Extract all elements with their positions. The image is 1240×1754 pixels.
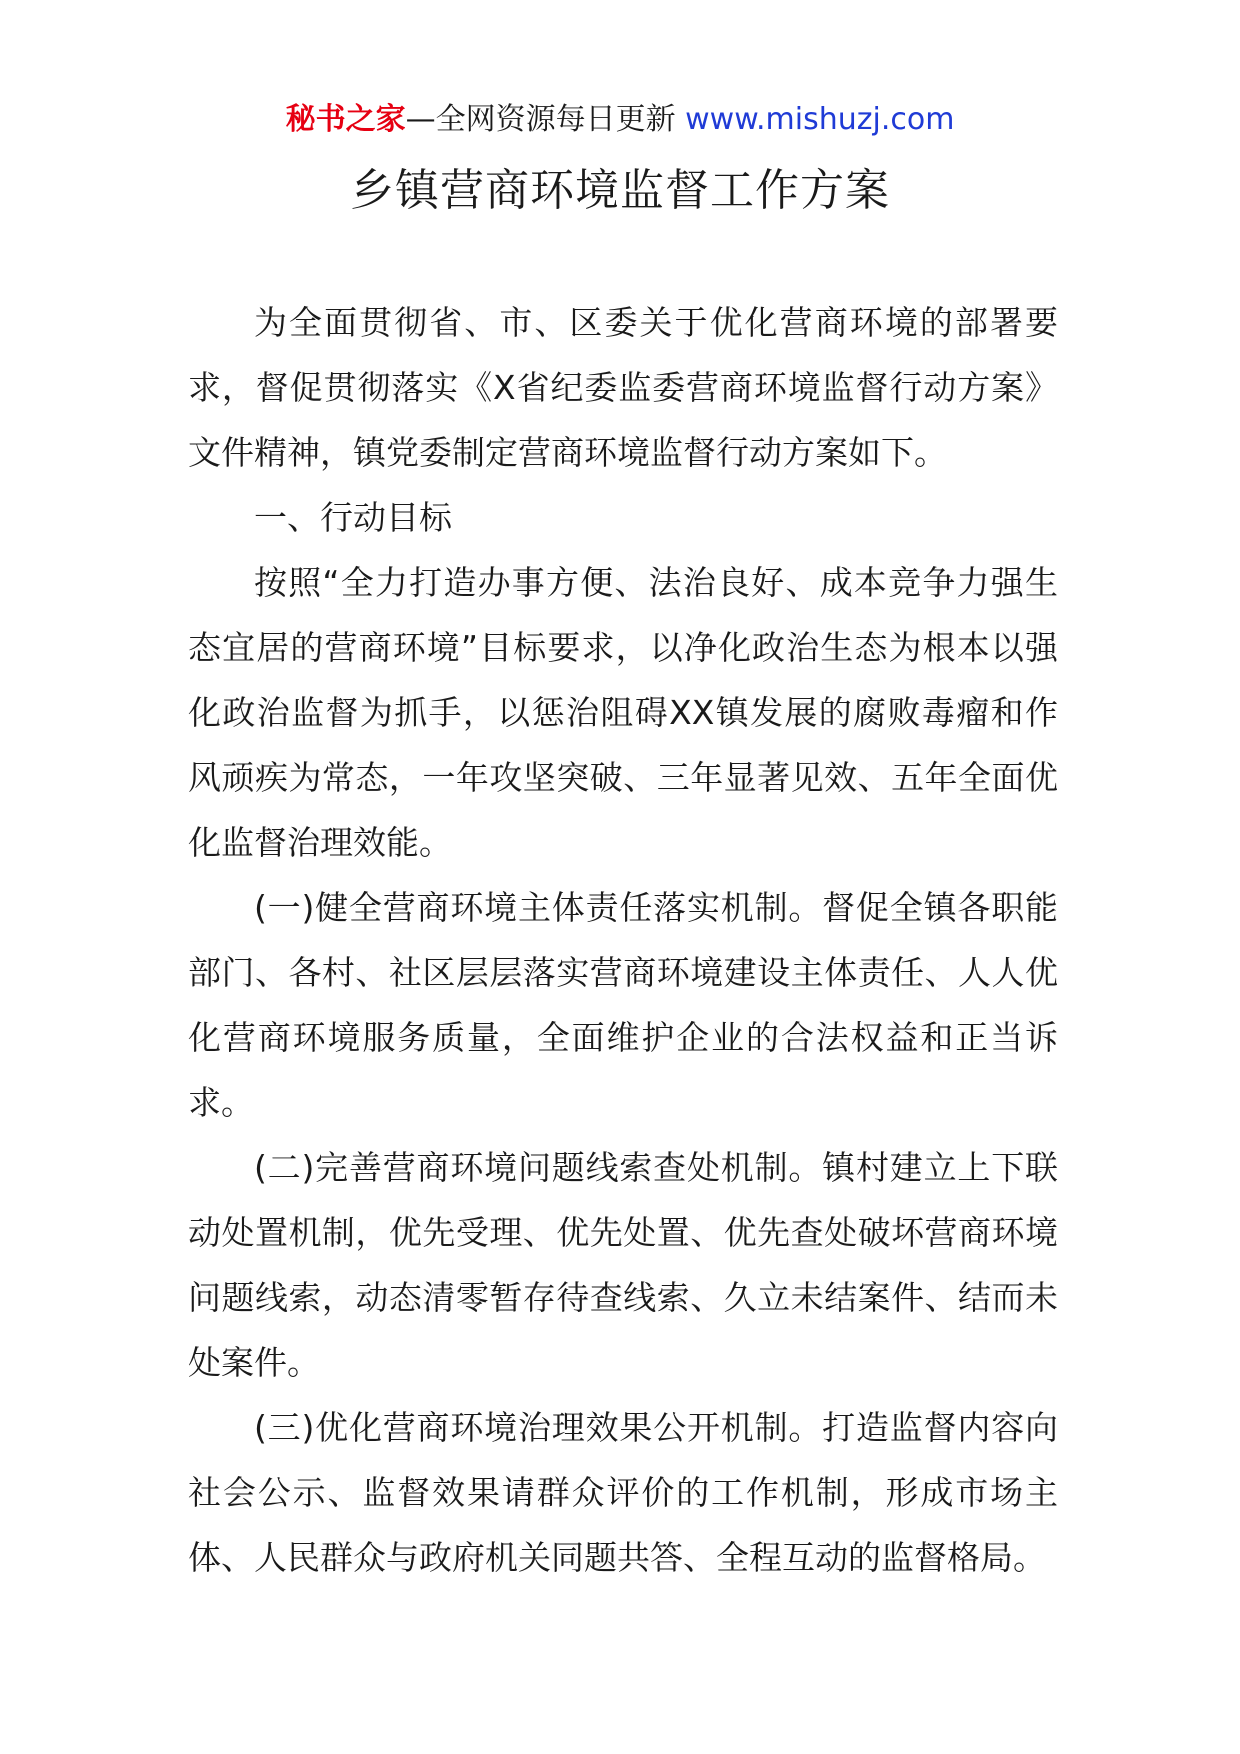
document-title: 乡镇营商环境监督工作方案 — [350, 165, 890, 216]
paragraph-intro: 为全面贯彻省、市、区委关于优化营商环境的部署要求，督促贯彻落实《X省纪委监委营商环境监督行动方案》文件精神，镇党委制定营商环境监督行动方案如下。 — [188, 303, 1058, 472]
site-tagline: —全网资源每日更新 — [405, 102, 676, 137]
paragraph-item-2: (二)完善营商环境问题线索查处机制。镇村建立上下联动处置机制，优先受理、优先处置、优先查处破坏营商环境问题线索，动态清零暂存待查线索、久立未结案件、结而未处案件。 — [188, 1148, 1058, 1382]
paragraph-item-1: (一)健全营商环境主体责任落实机制。督促全镇各职能部门、各村、社区层层落实营商环境建设主体责任、人人优化营商环境服务质量，全面维护企业的合法权益和正当诉求。 — [188, 888, 1058, 1122]
paragraph-item-3: (三)优化营商环境治理效果公开机制。打造监督内容向社会公示、监督效果请群众评价的工作机制，形成市场主体、人民群众与政府机关同题共答、全程互动的监督格局。 — [188, 1408, 1058, 1577]
document-body — [188, 290, 1058, 1590]
site-brand: 秘书之家 — [285, 102, 406, 137]
paragraph-goals: 按照“全力打造办事方便、法治良好、成本竞争力强生态宜居的营商环境”目标要求，以净化政治生态为根本以强化政治监督为抓手，以惩治阻碍XX镇发展的腐败毒瘤和作风顽疾为常态，一年攻坚突破、三年显著见效、五年全面优化监督治理效能。 — [188, 563, 1058, 862]
section-heading-goals: 一、行动目标 — [254, 498, 452, 537]
site-header — [0, 100, 1240, 140]
site-url-link[interactable]: www.mishuzj.com — [685, 102, 955, 137]
